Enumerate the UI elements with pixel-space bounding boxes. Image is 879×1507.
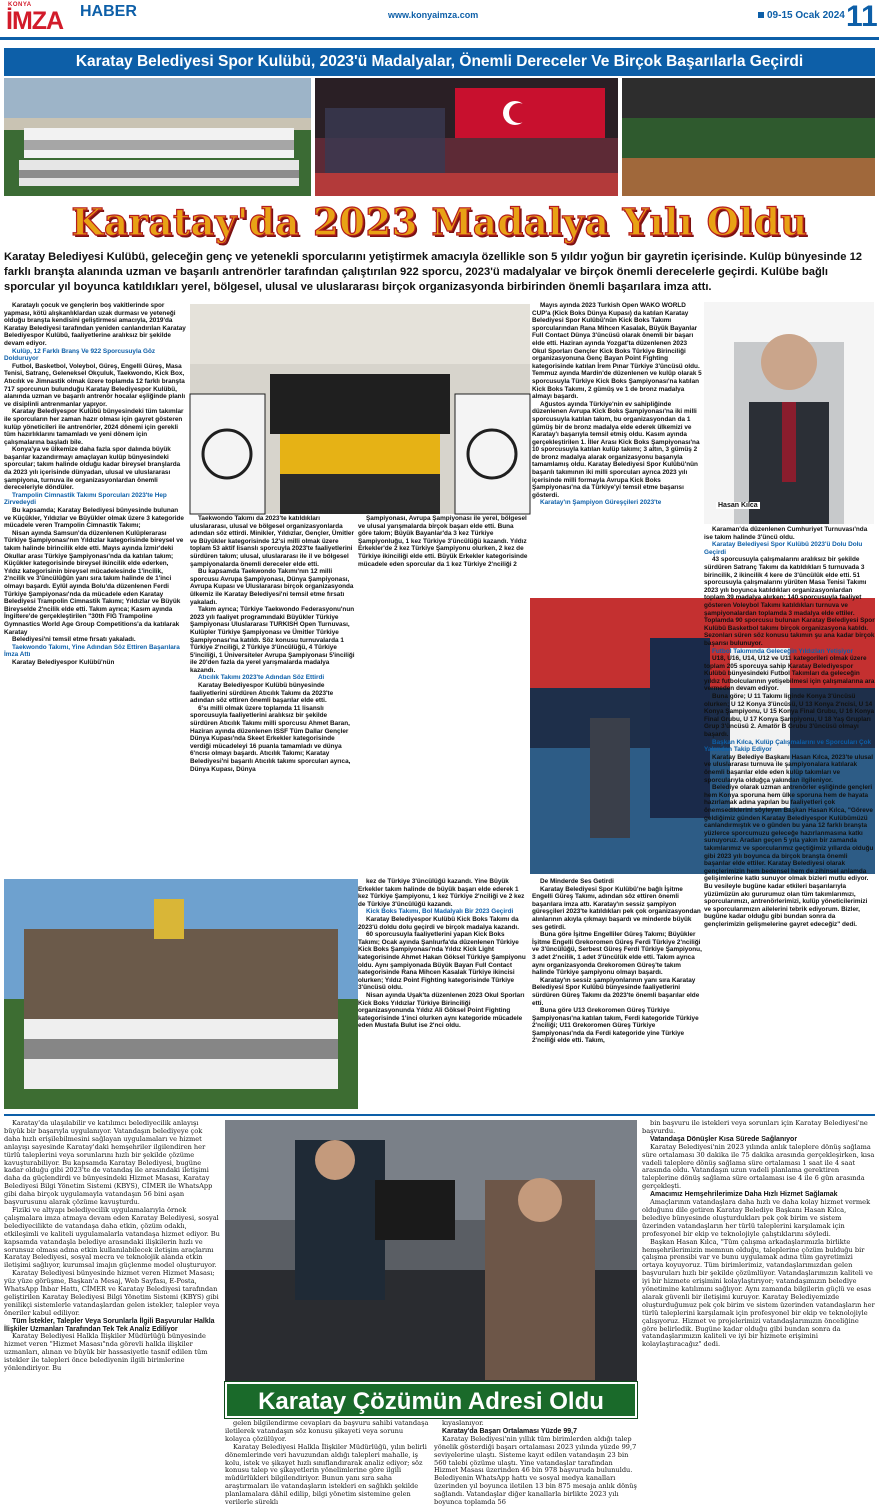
bottom-column-4	[642, 1120, 875, 1486]
paragraph: Karataylı çocuk ve gençlerin boş vakitlerinde spor yapması, kötü alışkanlıklardan uzak durması ve yeteneği olduğu branşta kendisini geliştirmesi amacıyla, 2019'da Karatay Belediyesi tarafından yeniden canlandırılan Karatay Belediyespor Kulübü, faaliyetlerine aralıksız bir şekilde devam ediyor.	[4, 302, 186, 347]
masthead	[0, 0, 879, 40]
subheading: Amacımız Hemşehrilerimize Daha Hızlı Hizmet Sağlamak	[650, 1191, 838, 1199]
paragraph: Karatay Belediyespor Kulübü'nün	[12, 658, 115, 666]
bcol4-content	[642, 1120, 875, 1349]
subheading: Futbol Takımında Geleceğin Yıldızları Yetişiyor	[712, 647, 853, 655]
paragraph: Karatay Belediye Başkanı Hasan Kılca, 2023'te ulusal ve uluslararası turnuva ile şampiyonalara katılarak önemli başarılar elde eden kulüp takımları ve sporcularıyla olduğça yakından ilgileniyor.	[704, 753, 874, 784]
paragraph: Buna göre; U 11 Takımı liginde Konya 3'üncüsü olurken; U 12 Konya 3'üncüsü, U 13 Konya 2'ncisi, U 14 Konya Şampiyonu, U 15 Konya Final Grubu, U 16 Konya Final Grubu, U 17 Konya Şampiyonu, U 18 Yaş Grupları Grup 3'üncüsü 2. Amatör B Grubu 3'üncüsü olmayı başardı.	[704, 693, 875, 739]
subheading: Atıcılık Takımı 2023'te Adından Söz Ettirdi	[198, 674, 325, 682]
article-column-3	[358, 515, 528, 600]
col2-content	[190, 515, 355, 773]
paragraph: bin başvuru ile istekleri veya sorunları için Karatay Belediyesi'ne başvurdu.	[642, 1119, 868, 1135]
photo-wrestling-team	[315, 78, 618, 196]
photo-taekwondo-team	[190, 304, 530, 514]
subheading: Taekwondo Takımı, Yine Adından Söz Ettiren Başarılara İmza Attı	[4, 643, 180, 659]
paragraph: Karatay'ın sessiz şampiyonlarının yanı sıra Karatay Belediyesi Spor Kulübü bünyesinde faaliyetlerini sürdüren Güreş Takımı da 2023'te önemli başarılar elde etti.	[532, 976, 700, 1007]
photo-service-desk	[225, 1120, 637, 1382]
paragraph: Karatay Belediyesi Halkla İlişkiler Müdürlüğü, yılın belirli dönemlerinde veri havuzundan aldığı talepleri mahalle, iş kolu, istek ve şikayet hızlı sınıflandırarak analiz ediyor; söz konusu talep ve şikayetlerin yönelimlerine göre ilgili müdürlükleri bilgilendiriyor. Bunun yanı sıra saha araştırmaları ile vatandaşların istekleri en sağlıklı şekilde planlamalara dâhil edilip, bilgi yönetim sistemine gelen verilerle süreklı	[225, 1442, 427, 1507]
paragraph: Nisan ayında Samsun'da düzenlenen Kulüplerarası Türkiye Şampiyonası'nın Yıldızlar kategorisinde bireysel ve takım halinde birincilik elde etti. Mayıs ayında İzmir'deki Okullar arası Türkiye Şampiyonası'nda da katılan takım; Küçükler kategorisinde bireysel ikincilik elde ederken, Yıldız kategorisinin bireysel mücadelesinde 1'incilik, 2'ncilik ve 3'üncülüğün yanı sıra takım halinde de 1'inci olmayı başardı. Eylül ayında Bolu'da düzenlenen Ferdi Türkiye Şampiyonası'nda da mücadele eden Karatay Belediyesi Trampolin Cimnastik Takımı; Yıldızlar ve Büyük Bireyselde 2'ncilik elde etti. Takım ayrıca; Kasım ayında İngiltere'de gerçekleştirilen "30th FIG Trampoline Gymnastics World Age Group Competitions'a da katılarak Karatay	[4, 529, 184, 636]
subheading: Kulüp, 12 Farklı Branş Ve 922 Sporcusuyla Göz Dolduruyor	[4, 347, 156, 363]
bottom-column-2	[225, 1419, 430, 1507]
paragraph: Belediyesi'ni temsil etme fırsatı yakaladı.	[12, 636, 136, 644]
paragraph: Karatay Belediyesi Halkla İlişkiler Müdürlüğü bünyesinde hizmet veren "Hizmet Masası"nda görevli halkla ilişkiler uzmanları, alınan ve büyük bir hassasiyetle tasnif edilen tüm istekler ile talepleri önce belediyenin ilgili birimlerine yönlendiriyor. Bu	[4, 1332, 208, 1373]
paragraph: kıyaslanıyor.	[442, 1419, 484, 1427]
subheading: Trampolin Cimnastik Takımı Sporcuları 2023'te Hep Zirvedeydi	[4, 491, 167, 507]
col4-content	[532, 302, 702, 507]
bcol2-content	[225, 1420, 430, 1507]
paragraph: De Minderde Ses Getirdi	[540, 878, 614, 885]
subheading: Karatay'ın Şampiyon Güreşçileri 2023'te	[540, 499, 662, 507]
paragraph: Karatay'da ulaşılabilir ve katılımcı belediyecilik anlayışı büyük bir başarıyla uygulanıyor. Vatandaşın belediyeye çok daha hızlı erişilebilmesini sağlayan uygulamaları ve hizmet anlayışı sayesinde Karatay'daki hemşehriler ilgilendiren her türlü taleplerini veya sorunlarını hızlı bir şekilde çözüme kavuşturabiliyor. Bu kapsamda Karatay Belediyesi, bugüne kadar olduğu gibi 2023'te de vatandaş ile arasındaki iletişimi daha da güçlendirdi ve bünyesindeki Hizmet Masası, Karatay Belediyesi Bilgi Yönetim Sistemi (KBYS), CİMER ile WhatsApp gibi daha birçok uygulamayla vatandaşın 56 bini aşan başvurusunu alarak çözüme kavuşturdu.	[4, 1119, 213, 1207]
paragraph: gelen bilgilendirme cevapları da başvuru sahibi vatandaşa iletilerek vatandaşın söz konusu şikayeti veya sorunu kolayca çözülüyor.	[225, 1419, 429, 1443]
article-column-4	[532, 302, 702, 594]
photo-cup-celebration	[4, 879, 358, 1109]
paragraph: 60 sporcusuyla faaliyetlerini yapan Kick Boks Takımı; Ocak ayında Şanlıurfa'da düzenlenen Türkiye Kick Boks Şampiyonası'nda Yıldız Kick Light kategorisinde Ahmet Hakan Göksel Türkiye Şampiyonu oldu. Aynı şampiyonada Büyük Bayan Full Contact kategorisinde Rana Mihcen Kasalak Türkiye ikincisi olurken; Yıldız Point Fighting kategorisinde Türkiye 3'üncüsü oldu.	[358, 931, 526, 992]
paragraph: Buna göre U13 Grekoromen Güreş Türkiye Şampiyonası'na katılan takım, Ferdi kategoride Türkiye 2'nciliği; U11 Grekoromen Güreş Türkiye Şampiyonası'nda da Ferdi kategoride yine Türkiye 2'nciliği elde etti. Takım,	[532, 1007, 699, 1045]
article-column-5	[704, 526, 875, 1108]
photo-mayor	[704, 302, 874, 524]
article-column-3b	[358, 878, 528, 1108]
bcol3-content	[434, 1420, 637, 1507]
paragraph: Karatay Belediyesi Spor Kulübü'ne bağlı İşitme Engelli Güreş Takımı, adından söz ettiren önemli başarılara imza attı. Karatay'ın sessiz şampiyon güreşçileri 2023'te katıldıkları pek çok organizasyondan alınlarının akıyla çıkmayı başardı ve minderde büyük ses getirdi.	[532, 885, 701, 931]
subheading: Tüm İstekler, Talepler Veya Sorunlarla İlgili Başvurular Halkla İlişkiler Uzmanları Tarafından Tek Tek Analiz Ediliyor	[4, 1317, 215, 1333]
col5-content	[704, 526, 875, 928]
paragraph: Karatay Belediyespor Kulübü Kick Boks Takımı da 2023'ü doldu dolu geçirdi ve birçok madalya kazandı.	[358, 915, 519, 931]
headline: Karatay'da 2023 Madalya Yılı Oldu	[71, 200, 808, 244]
paragraph: Karatay Belediyesi'nin yıllık tüm birimlerden aldığı talep yönelik gösterdiği başarı ortalaması 2023 yılında yüzde 99,7 seviyelerine ulaştı. Sisteme kayıt edilen vatandaşın 23 bin 560 talebi çözüme ulaştı. Yine vatandaşlar tarafından Hizmet Masası üzerinden 46 bin 978 başvuruda bulunuldu. Belediyenin WhatsApp hattı ve sosyal medya kanalları üzerinden yıl boyunca iletilen 13 bin 875 mesaja anlık dönüş sağlandı. Vatandaşlar diğer kanallarla birlikte 2023 yılı boyunca toplamda 56	[434, 1434, 637, 1507]
bottom-column-3	[434, 1419, 637, 1507]
article-column-2	[190, 515, 355, 877]
paragraph: Karaman'da düzenlenen Cumhuriyet Turnuvası'nda ise takım halinde 3'üncü oldu.	[704, 526, 868, 541]
paragraph: Karatay Belediyespor Kulübü bünyesinde faaliyetlerini sürdüren Atıcılık Takımı da 2023'te adından söz ettiren önemli başarılar elde etti.	[190, 682, 334, 705]
lead-paragraph: Karatay Belediyesi Kulübü, geleceğin genç ve yetenekli sporcularını yetiştirmek amacıyla özellikle son 5 yıldır yoğun bir gayretin içerisinde. Kulüp bünyesinde 12 farklı branşta alanında uzman ve başarılı antrenörler tarafından çalıştırılan 922 sporcu, 2023'ü madalyalar ve birçok önemli derecelerle geçirdi. Kulübe bağlı sporcular yıl boyunca katıldıkları yerel, bölgesel, ulusal ve uluslararası birçok organizasyonda birbirinden önemli başarılara imza attı.	[4, 251, 863, 293]
paragraph: Takım ayrıca; Türkiye Taekwondo Federasyonu'nun 2023 yılı faaliyet programındaki Büyükler Türkiye Şampiyonası Uluslararası TURKISH Open Turnuvası, Kulüpler Türkiye Şampiyonası ve Ümitler Türkiye Şampiyonası'na katıldı. Söz konusu turnuvalarda 1 Türkiye 2'nciliği, 2 Türkiye 3'üncülüğü, 4 Türkiye 5'inciliği, 1 Üniversiteler Avrupa Şampiyonası 5'inciliği ile 20'den fazla da yerel yarışmalarda madalya kazandı.	[190, 606, 355, 674]
subheading: Başkan Kılca, Kulüp Çalışmalarını ve Sporcuları Çok Yakından Takip Ediyor	[704, 738, 872, 754]
paragraph: Konya'ya ve ülkemize daha fazla spor dalında büyük başarılar kazandırmayı amaçlayan kulüp bünyesindeki sporcular; takım halinde olduğu kadar bireysel branşlarda da 2023 yılı içerisinde dünyadan, ulusal ve uluslararası şampiyona, turnuva ile organizasyonlardan önemli dereceleriyle döndüler.	[4, 446, 181, 492]
bottom-article-title: Karatay Çözümün Adresi Oldu	[225, 1382, 637, 1418]
paragraph: Mayıs ayında 2023 Turkish Open WAKO WORLD CUP'a (Kick Boks Dünya Kupası) da katılan Karatay Belediyesi Spor Kulübü'nün Kick Boks Takımı sporcularından Rana Mihcen Kasalak, Büyük Bayanlar Full Contact Dünya 3'üncüsü olarak önemli bir başarı elde etti. Haziran ayında Yozgat'ta düzenlenen 2023 Okul Sporları Gençler Kick Boks Türkiye Birinciliği organizasyonuna Genç Bayan Point Fighting kategorisinde katılan İrem Pınar Türkiye 3'üncüsü oldu. Temmuz ayında Mardin'de düzenlenen ve kulüp olarak 5 sporcusuyla Türkiye Kick Boks Şampiyonası'na katılan Kick Boks Takımı, 2 gümüş ve 1 de bronz madalya almayı başardı.	[532, 302, 702, 401]
mayor-caption: Hasan Kılca	[718, 502, 758, 509]
paragraph: Bu kapsamda Taekwondo Takımı'nın 12 milli sporcusu Avrupa Şampiyonası, Dünya Şampiyonası, Avrupa Kupası ve Uluslararası birçok organizasyonda ülkemiz ile Karatay Belediyesi'ni temsil etme fırsatı yakaladı.	[190, 568, 354, 606]
photo-volleyball-team	[622, 78, 875, 196]
col1-content	[4, 302, 186, 667]
subheading: Kick Boks Takımı, Bol Madalyalı Bir 2023 Geçirdi	[366, 908, 514, 916]
col4b-content	[532, 878, 702, 1045]
article-column-4b	[532, 878, 702, 1108]
paragraph: 6'sı milli olmak üzere toplamda 11 lisanslı sporcusuyla faaliyetlerini aralıksız bir şekilde sürdüren Atıcılık Takımı milli sporcusu Ahmet Baran, Haziran ayında düzenlenen ISSF Tüm Dallar Gençler Dünya Kupası'nda Skeet Erkekler kategorisinde verdiği mücadeleyi 16 puanla tamamladı ve dünya 6'ncısı olmayı başardı. Atıcılık Takımı; Karatay Belediyesi'ni başarılı Atıcılık takımı sporcuları ayrıca, Dünya Kupası, Dünya	[190, 704, 351, 773]
article-column-1	[4, 302, 186, 878]
bottom-column-1	[4, 1120, 220, 1486]
photo-football-team	[4, 78, 311, 196]
top-banner-title: Karatay Belediyesi Spor Kulübü, 2023'ü Madalyalar, Önemli Dereceler Ve Birçok Başarılarla Geçirdi	[4, 48, 875, 76]
paragraph: Ağustos ayında Türkiye'nin ev sahipliğinde düzenlenen Avrupa Kick Boks Şampiyonası'na iki milli sporcusuyla katılan takım, bu organizasyondan da 1 gümüş bir de bronz madalya elde ederek ülkemizi ve Karatay'ı başarıyla temsil etmiş oldu. Kasım ayında gerçekleştirilen 1. İller Arası Kick Boks Şampiyonası'na 10 sporcusuyla katılan kulüp takımı; 3 altın, 3 gümüş 2 de bronz madalya alarak organizasyonu başarıyla tamamlamış oldu. Karatay Belediyesi Spor Kulübü'nün başarılı takımının iki milli sporcuları ayrıca 2023 yılı içerisinde milli formayla Avrupa Kick Boks Şampiyonası'na da Türkiye'yi temsil etme başarısı gösterdi.	[532, 400, 700, 499]
site-url[interactable]: www.konyaimza.com	[388, 10, 479, 20]
newspaper-logo[interactable]	[6, 2, 80, 34]
paragraph: kez de Türkiye 3'üncülüğü kazandı. Yine Büyük Erkekler takım halinde de büyük başarı elde ederek 1 kez Türkiye Şampiyonu, 1 kez Türkiye 2'nciliği ve 2 kez de Türkiye 3'üncülüğü kazandı.	[358, 878, 525, 908]
paragraph: Fiziki ve altyapı belediyecilik uygulamalarıyla örnek çalışmalara imza atmaya devam eden Karatay Belediyesi, sosyal belediyecilikte de vatandaşa daha etkin, çözüm odaklı, etkileşimli ve kaliteli uygulamalarla vatandaşa hizmet ediyor. Bu kapsamda vatandaşla belediye arasındaki ilişkilerin hızlı ve sorunsuz olması adına etkin kullanılabilecek iletişim araçlarını Karatay Belediyesi, sosyal mecra ve teknolojik alanda etkin iletişimi sağlıyor, kurumsal imajın güçlenme model oluşturuyor.	[4, 1205, 220, 1270]
col3-content	[358, 515, 528, 568]
subheading: Vatandaşa Dönüşler Kısa Sürede Sağlanıyor	[650, 1135, 798, 1143]
logo-city: KONYA	[8, 2, 32, 8]
publication-date: 09-15 Ocak 2024	[758, 10, 845, 21]
paragraph: Başkan Hasan Kılca, "Tüm çalışma arkadaşlarımızla birlikte hemşehrilerimizin memnun olduğu, taleplerine çözüm bulduğu bir çalışma prensibi var ve bunu uygulamak adına tüm gayretimizi ortaya koyuyoruz. Tüm birimlerimiz, vatandaşlarımızdan gelen başvuruları hızlı bir şekilde çözümlüyor. Vatandaşlarımızın kaliteli ve iyi bir hizmete erişimini kolaylaştırıyor; vatandaşımızın belediye yönetimine katılımını sağlıyor. Aynı zamanda bilgilerin güçlü ve esas alarak güvenli bir iletişimi kuruyor. Karatay Belediyemizde oluşturduğumuz pek çok birim ve sistem üzerinden vatandaşların her türlü taleplerini karşılamak için profesyonel bir ekip ve teknolojiyle çalışıyoruz. Hizmet ve projelerimizi vatandaşlarımızın önceliğine göre belirledik. Bugüne kadar olduğu gibi bundan sonra da vatandaşlarımızın kaliteli ve iyi bir hizmete erişimini kolaylaştıracağız" dedi.	[642, 1237, 875, 1349]
paragraph: Amaçlarının vatandaşlara daha hızlı ve daha kolay hizmet vermek olduğunu dile getiren Karatay Belediye Başkanı Hasan Kılca, belediye bünyesinde oluşturdukları pek çok birim ve sistem üzerinden vatandaşların her türlü taleplerini karşılamak için profesyonel bir ekip ve teknolojiyle çalıştıklarını söyledi.	[642, 1198, 871, 1238]
paragraph: Taekwondo Takımı da 2023'te katıldıkları uluslararası, ulusal ve bölgesel organizasyonlarda adından söz ettirdi. Minikler, Yıldızlar, Gençler, Ümitler ve Büyükler kategorisinde 12'si milli olmak üzere toplam 53 aktif lisanslı sporcuyla 2023'te faaliyetlerini sürdüren takım; ulusal, uluslararası ile il ve bölgesel şampiyonalarda önemli dereceler elde etti.	[190, 515, 354, 568]
col3b-content	[358, 878, 528, 1030]
paragraph: U18, U16, U14, U12 ve U11 kategorileri olmak üzere toplam 205 sporcuya sahip Karatay Belediyespor Kulübü bünyesindeki Futbol Takımları da geleceğin yıldız futbolcularının yetişebilmesi için çalışmalarına ara vermeden devam ediyor.	[704, 655, 875, 693]
paragraph: Şampiyonası, Avrupa Şampiyonası ile yerel, bölgesel ve ulusal yarışmalarda birçok başarı elde etti. Buna göre takım; Büyük Bayanlar'da 3 kez Türkiye Şampiyonluğu, 1 kez Türkiye 3'üncülüğü kazandı. Yıldız Erkekler'de 2 kez Türkiye Şampiyonu olurken, 2 kez de Türkiye ikinciliği elde etti. Büyük Erkekler kategorisinde mücadele eden sporcular da 1 kez Türkiye 2'nciliği 2	[358, 515, 528, 568]
logo-wordmark: İMZA	[6, 7, 64, 35]
paragraph: Karatay Belediyespor Kulübü bünyesindeki tüm takımlar ile sporcuların her zaman hazır olması için gayret gösteren kulüp yöneticileri ile antrenörler, 2024 dönemi için gerekli tüm hazırlıklarını tamamladı ve yeni dönem için çalışmalarına başladı bile.	[4, 408, 184, 446]
paragraph: Nisan ayında Uşak'ta düzenlenen 2023 Okul Sporları Kick Boks Yıldızlar Türkiye Birinciliği organizasyonunda Yıldız Ali Göksel Point Fighting kategorisinde 1'inci olurken aynı kategoride mücadele eden Mustafa Bulut ise 2'nci oldu.	[358, 991, 525, 1030]
subheading: Karatay'da Başarı Ortalaması Yüzde 99,7	[442, 1427, 577, 1435]
paragraph: Karatay Belediyesi'nin 2023 yılında anlık taleplere dönüş sağlama süre ortalaması 30 dakika ile 75 dakika arasında gerçekleşirken, kısa vadeli taleplere dönüş sağlama süre ortalaması 1 saat ile 4 saat arasında oldu. Vatandaşın uzun vadeli planlama gerektiren taleplerine dönüş sağlama süre ortalaması ise 4 ile 6 gün arasında gerçekleşti.	[642, 1142, 875, 1191]
page-number: 11	[846, 0, 878, 33]
paragraph: Belediye olarak uzman antrenörler eşliğinde gençleri hem Konya sporuna hem ülke sporuna hem de hayata hazırlamak adına yapılan bu faaliyetleri çok önemsediklerini söyleyen Başkan Hasan Kılca, "Göreve geldiğimiz günden Karatay Belediyespor Kulübümüzü canlandırmıştık ve o günden bu yana 12 farklı branşta yüzlerce sporcumuzu geleceğe hazırlanmasına katkı sunuyoruz. Aradan geçen 5 yıla yakın bir zamanda takımlarımız ve sporcularımız geçtiğimiz yıllarda olduğu gibi 2023 yılı boyunca da birçok branşta önemli başarılar elde ettiler. Karatay Belediyesi olarak gençlerimizin hem bedensel hem de zihinsel anlamda gelişimlerine katkı sunuyor olmak bizleri mutlu ediyor. Bu vesileyle bugüne kadar etkileri başarılarıyla yüzümüzün akı gururumuz olan tüm takımlarımızı, sporcularımızı, antrenörlerimizi, kulüp yöneticilerimizi ve sporcularımızın ailelerini tebrik ediyorum. Bizler, bugüne kadar olduğu gibi bundan sonra da gençlerimizin gelişmelerine gayret edeceğiz" dedi.	[704, 784, 874, 928]
subheading: Karatay Belediyesi Spor Kulübü 2023'ü Dolu Dolu Geçirdi	[704, 541, 863, 556]
paragraph: Bu kapsamda; Karatay Belediyesi bünyesinde bulunan ve Küçükler, Yıldızlar ve Büyükler olmak üzere 3 kategoride mücadele veren Trampolin Cimnastik Takımı;	[4, 507, 184, 530]
section-divider	[4, 1114, 875, 1116]
section-name: HABER	[80, 3, 137, 20]
bcol1-content	[4, 1120, 220, 1373]
paragraph: Futbol, Basketbol, Voleybol, Güreş, Engelli Güreş, Masa Tenisi, Satranç, Geleneksel Okçuluk, Taekwondo, Kick Box, Atıcılık ve Jimnastik olmak üzere toplamda 12 farklı branşta 717 sporcunun bulunduğu Karatay Belediyespor Kulübü, alanında uzman ve başarılı antrenör hocalar eşliğinde planlı ve disiplinli antrenmanlar yapıyor.	[4, 362, 186, 408]
paragraph: Karatay Belediyesi bünyesinde hizmet veren Hizmet Masası; yüz yüze görüşme, Başkan'a Mesaj, Web Sayfası, E-Posta, WhatsApp İhbar Hattı, CİMER ve Karatay Belediyesi tarafından geliştirilen Karatay Belediyesi Bilgi Yönetim Sistemi (KBYS) gibi yenilikçi sistemlerle vatandaşlardan gelen istekler, talepler veya öneriler kabul ediliyor.	[4, 1269, 220, 1317]
paragraph: Buna göre İşitme Engelliler Güreş Takımı; Büyükler İşitme Engelli Grekoromen Güreş Ferdi Türkiye 2'nciliği ve 3'üncülüğü, Serbest Güreş Ferdi Türkiye Şampiyonu, 3 adet 2'ncilik, 1 adet 3'üncülük elde etti. Takım ayrıca aynı organizasyonda Grekoromen Güreş'te takım halinde Türkiye şampiyonu olmayı başardı.	[532, 931, 702, 977]
paragraph: 43 sporcusuyla çalışmalarını aralıksız bir şekilde sürdüren Satranç Takımı da katıldıkları 5 turnuvada 3 birincilik, 2 ikincilik 4 kere de 3'üncülük elde etti. 51 sporcusuyla çalışmalarını yürüten Masa Tenisi Takımı 2023 yılı boyunca katıldıkları organizasyonlardan toplam 39 madalya alırken; 140 sporcusuyla faaliyet gösteren Voleybol Takımı katıldıkları turnuva ve şampiyonalardan toplamda 3 madalya elde ettiler. Toplamda 90 sporcusu bulunan Karatay Belediyesi Spor Kulübü Basketbol takımı birçok organizasyona katıldı. Sezonları süren söz konusu takımın şu ana kadar birçok başarısı bulunuyor.	[704, 556, 875, 647]
